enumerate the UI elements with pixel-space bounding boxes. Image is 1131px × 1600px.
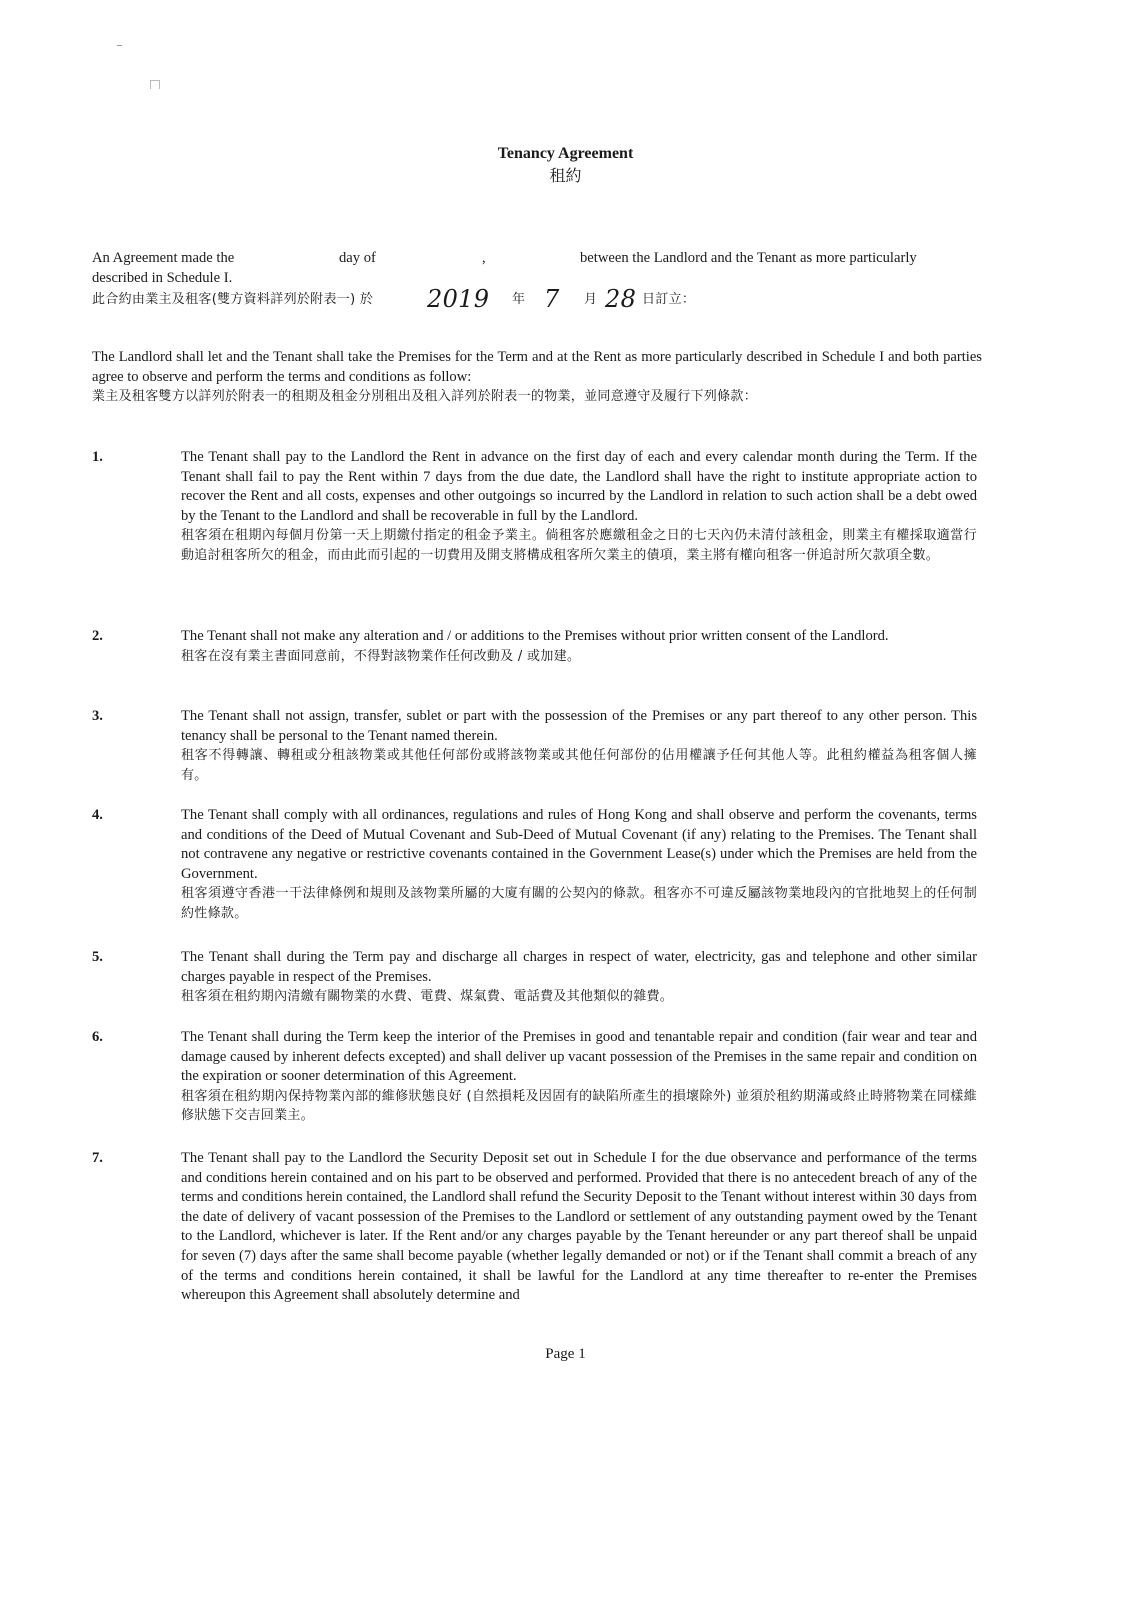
- intro-part1: An Agreement made the: [92, 250, 235, 266]
- clause-number: 1.: [92, 449, 103, 465]
- clause-text-zh: 租客須在租約期內清繳有關物業的水費、電費、煤氣費、電話費及其他類似的雜費。: [181, 989, 674, 1005]
- handwritten-month: 7: [544, 285, 560, 314]
- clause-text: The Tenant shall not assign, transfer, sublet or part with the possession of the Premises or any part thereof to any other person. This tenancy shall be personal to the Tenant named therein.: [181, 708, 977, 744]
- clause-number: 4.: [92, 807, 103, 823]
- preamble: [92, 348, 982, 407]
- clause-5: [92, 948, 977, 1007]
- clause-text: The Tenant shall pay to the Landlord the Rent in advance on the first day of each and every calendar month during the Term. If the Tenant shall fail to pay the Rent within 7 days from the due date, the Landlord shall have the right to institute appropriate action to recover the Rent and all costs, expenses and other outgoings so incurred by the Landlord in relation to such action shall be a debt owed by the Tenant to the Landlord and shall be recoverable in full by the Landlord.: [181, 449, 977, 524]
- scan-speck: [150, 80, 160, 89]
- clause-text-zh: 租客在沒有業主書面同意前，不得對該物業作任何改動及 / 或加建。: [181, 648, 581, 664]
- document-title: Tenancy Agreement: [497, 145, 634, 162]
- clause-2: [92, 627, 977, 666]
- year-label: 年: [512, 292, 526, 308]
- clause-text: The Tenant shall during the Term keep the interior of the Premises in good and tenantable repair and condition (fair wear and tear and damage caused by inherent defects excepted) and shall deliver up vacant possession of the Premises in the same repair and condition on the expiration or sooner determination of this Agreement.: [181, 1029, 977, 1085]
- intro-line2: described in Schedule I.: [92, 269, 233, 286]
- intro-part2: day of: [339, 250, 376, 266]
- intro-part3: ,: [482, 250, 486, 266]
- clause-number: 5.: [92, 949, 103, 965]
- preamble-text: The Landlord shall let and the Tenant shall take the Premises for the Term and at the Rent as more particularly described in Schedule I and both parties agree to observe and perform the terms and conditions as follow:: [92, 349, 982, 385]
- preamble-text-zh: 業主及租客雙方以詳列於附表一的租期及租金分別租出及租入詳列於附表一的物業，並同意遵守及履行下列條款：: [92, 389, 758, 405]
- handwritten-day: 28: [605, 285, 637, 314]
- clause-text-zh: 租客須在租期內每個月份第一天上期繳付指定的租金予業主。倘租客於應繳租金之日的七天內仍未清付該租金，則業主有權採取適當行動追討租客所欠的租金，而由此而引起的一切費用及開支將構成租客所欠業主的債項，業主將有權向租客一併追討所欠款項全數。: [181, 528, 977, 563]
- clause-4: [92, 806, 977, 924]
- agreement-intro: [92, 249, 982, 314]
- document-title-zh: 租約: [549, 166, 582, 185]
- clause-text: The Tenant shall comply with all ordinances, regulations and rules of Hong Kong and shall observe and perform the covenants, terms and conditions of the Deed of Mutual Covenant and Sub-Deed of Mutual Covenant (if any) relating to the Premises. The Tenant shall not contravene any negative or restrictive covenants contained in the Government Lease(s) under which the Premises are held from the Government.: [181, 807, 977, 882]
- month-label: 月: [584, 292, 598, 308]
- clause-text-zh: 租客不得轉讓、轉租或分租該物業或其他任何部份或將該物業或其他任何部份的佔用權讓予任何其他人等。此租約權益為租客個人擁有。: [181, 748, 977, 783]
- clause-1: [92, 448, 977, 566]
- clause-7: [92, 1149, 977, 1306]
- clause-3: [92, 707, 977, 785]
- clause-number: 6.: [92, 1029, 103, 1045]
- clause-number: 2.: [92, 628, 103, 644]
- clause-number: 7.: [92, 1150, 103, 1166]
- clause-text: The Tenant shall pay to the Landlord the Security Deposit set out in Schedule I for the due observance and performance of the terms and conditions herein contained and on his part to be observed and performed. Provided that there is no antecedent breach of any of the terms and conditions herein contained, the Landlord shall refund the Security Deposit to the Tenant without interest within 30 days from the date of delivery of vacant possession of the Premises to the Landlord or settlement of any outstanding payment owed by the Tenant to the Landlord, whichever is later. If the Rent and/or any charges payable by the Tenant hereunder or any part thereof shall be unpaid for seven (7) days after the same shall become payable (whether legally demanded or not) or if the Tenant shall commit a breach of any of the terms and conditions herein contained, it shall be lawful for the Landlord at any time thereafter to re-enter the Premises whereupon this Agreement shall absolutely determine and: [181, 1150, 977, 1304]
- intro-zh-prefix: 此合約由業主及租客(雙方資料詳列於附表一) 於: [92, 292, 374, 308]
- clause-number: 3.: [92, 708, 103, 724]
- handwritten-year: 2019: [427, 285, 490, 314]
- clause-text: The Tenant shall not make any alteration and / or additions to the Premises without prior written consent of the Landlord.: [181, 628, 889, 644]
- intro-part4: between the Landlord and the Tenant as more particularly: [580, 250, 917, 266]
- page-number: Page 1: [545, 1346, 586, 1362]
- day-label: 日訂立：: [642, 292, 696, 308]
- clause-text-zh: 租客須在租約期內保持物業內部的維修狀態良好 (自然損耗及因固有的缺陷所產生的損壞除外) 並須於租約期滿或終止時將物業在同樣維修狀態下交吉回業主。: [181, 1088, 977, 1124]
- clause-6: [92, 1028, 977, 1126]
- scan-speck: [117, 45, 122, 46]
- clause-text: The Tenant shall during the Term pay and discharge all charges in respect of water, electricity, gas and telephone and other similar charges payable in respect of the Premises.: [181, 949, 977, 985]
- clause-text-zh: 租客須遵守香港一干法律條例和規則及該物業所屬的大廈有關的公契內的條款。租客亦不可違反屬該物業地段內的官批地契上的任何制約性條款。: [181, 886, 977, 921]
